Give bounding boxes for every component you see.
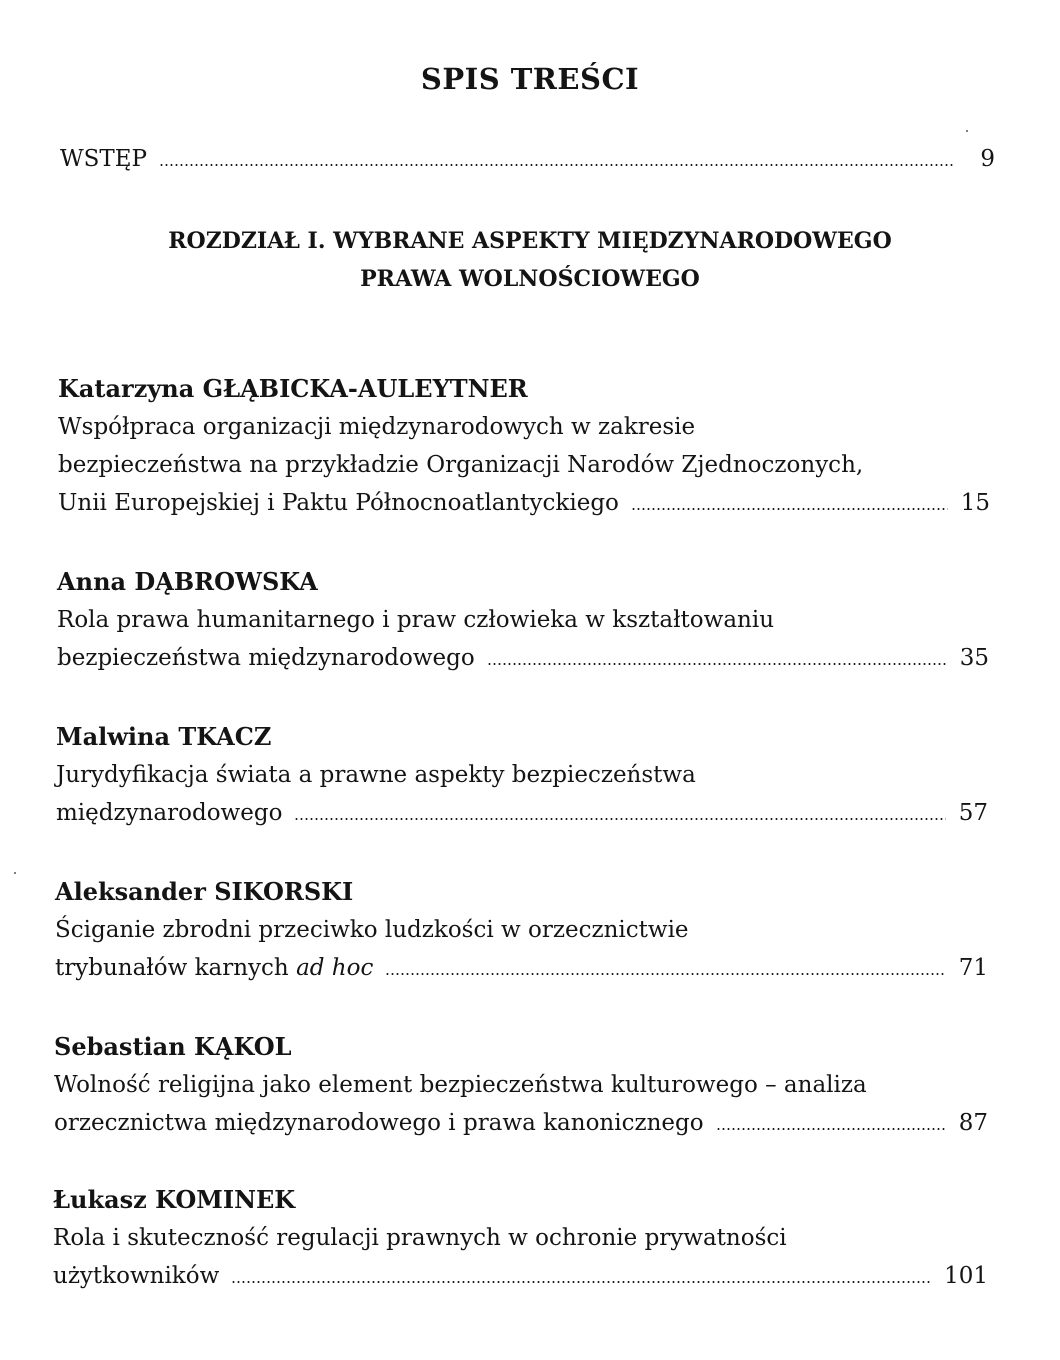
entry-title-line: Rola prawa humanitarnego i praw człowieka w kształtowaniu [57, 607, 775, 633]
toc-entry[interactable] [54, 1028, 988, 1142]
intro-label: WSTĘP [60, 146, 148, 172]
entry-title-line: Ściganie zbrodni przeciwko ludzkości w orzecznictwie [55, 917, 689, 943]
entry-author: Anna DĄBROWSKA [57, 567, 318, 596]
page-number: 71 [958, 955, 988, 981]
entry-author: Sebastian KĄKOL [54, 1032, 292, 1061]
scan-speck [966, 130, 968, 132]
entry-title-line: użytkowników [53, 1263, 220, 1289]
entry-title-text: trybunałów karnych [55, 955, 289, 981]
entry-author: Katarzyna GŁĄBICKA-AULEYTNER [58, 374, 528, 403]
scan-speck [14, 872, 16, 874]
page-number: 101 [944, 1263, 988, 1289]
toc-entry[interactable] [57, 563, 989, 677]
entry-title-line [55, 949, 373, 987]
dot-leader [631, 508, 948, 510]
entry-title-line: Rola i skuteczność regulacji prawnych w ochronie prywatności [53, 1225, 787, 1251]
page-number: 9 [980, 146, 995, 172]
dot-leader [294, 818, 946, 820]
entry-title-italic: ad hoc [296, 955, 374, 981]
toc-entry[interactable] [55, 873, 988, 987]
page-number: 87 [958, 1110, 988, 1136]
entry-author: Łukasz KOMINEK [53, 1185, 296, 1214]
entry-title-line: bezpieczeństwa międzynarodowego [57, 645, 475, 671]
chapter-heading-line-1: ROZDZIAŁ I. WYBRANE ASPEKTY MIĘDZYNARODOWEGO [168, 228, 892, 254]
entry-title-line: orzecznictwa międzynarodowego i prawa kanonicznego [54, 1110, 704, 1136]
dot-leader [487, 663, 947, 665]
entry-title-line: Unii Europejskiej i Paktu Północnoatlantyckiego [58, 490, 619, 516]
chapter-heading [60, 222, 1000, 298]
entry-author: Malwina TKACZ [56, 722, 272, 751]
page-number: 57 [958, 800, 988, 826]
toc-entry[interactable] [56, 718, 988, 832]
page-number: 15 [960, 490, 990, 516]
toc-entry[interactable] [58, 370, 990, 522]
toc-entry-intro[interactable] [60, 140, 995, 178]
dot-leader [231, 1281, 932, 1283]
entry-title-line: bezpieczeństwa na przykładzie Organizacji Narodów Zjednoczonych, [58, 452, 864, 478]
chapter-heading-line-2: PRAWA WOLNOŚCIOWEGO [360, 266, 700, 292]
entry-title-line: międzynarodowego [56, 800, 283, 826]
dot-leader [716, 1128, 946, 1130]
entry-title-line: Współpraca organizacji międzynarodowych w zakresie [58, 414, 696, 440]
page-title: SPIS TREŚCI [420, 62, 640, 96]
page-number: 35 [959, 645, 989, 671]
dot-leader [385, 973, 946, 975]
entry-title-line: Jurydyfikacja świata a prawne aspekty bezpieczeństwa [56, 762, 696, 788]
dot-leader [159, 164, 953, 166]
entry-author: Aleksander SIKORSKI [55, 877, 354, 906]
toc-entry[interactable] [53, 1181, 988, 1295]
entry-title-line: Wolność religijna jako element bezpieczeństwa kulturowego – analiza [54, 1072, 867, 1098]
